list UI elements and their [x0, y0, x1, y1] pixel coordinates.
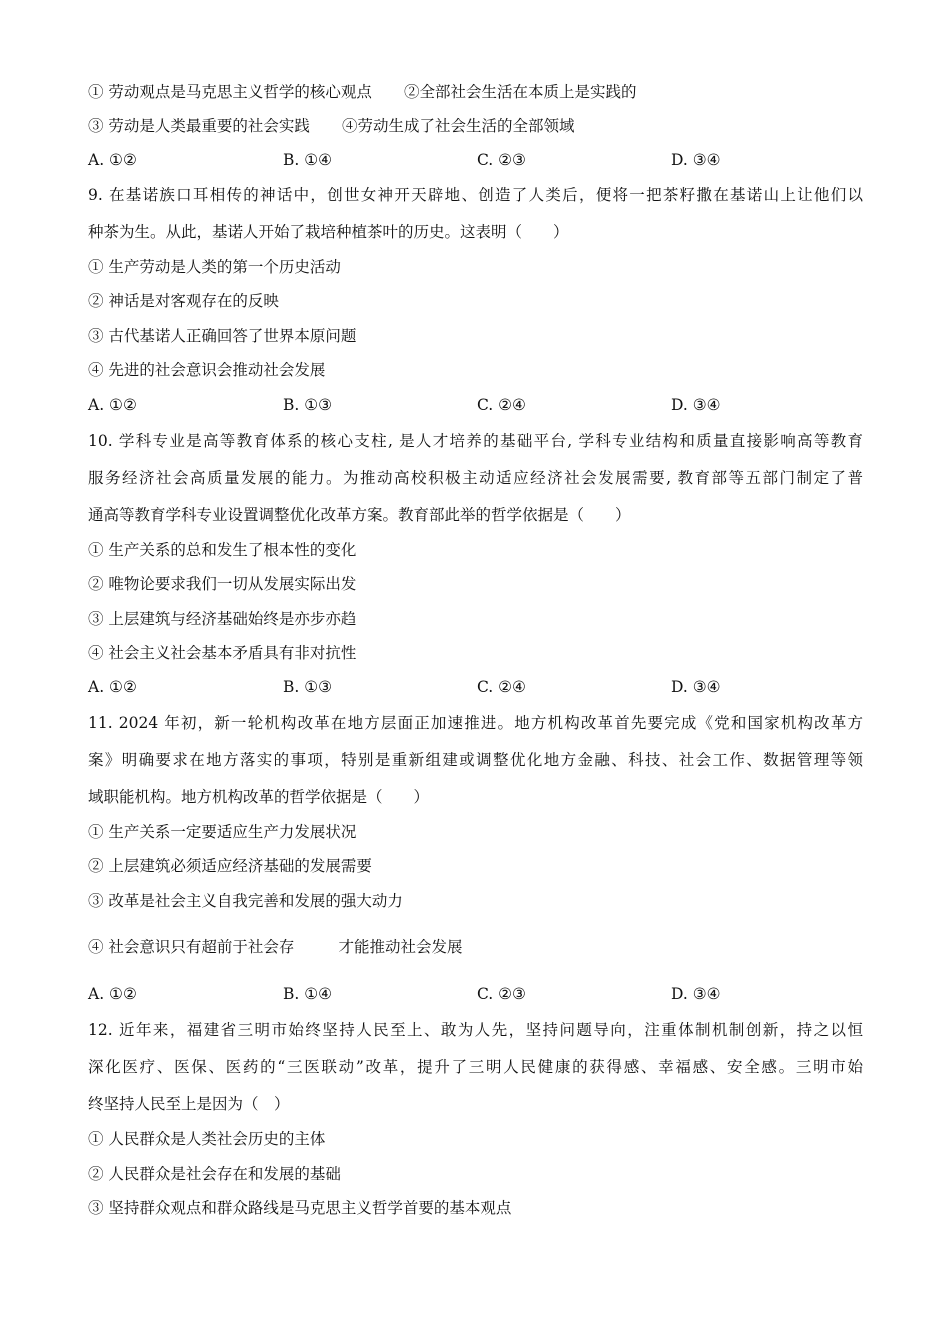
q11-statement-1: ① 生产关系一定要适应生产力发展状况: [88, 823, 357, 841]
q8-option-d[interactable]: D. ③④: [671, 151, 721, 169]
q10-statement-3: ③ 上层建筑与经济基础始终是亦步亦趋: [88, 610, 357, 628]
q10-option-d[interactable]: D. ③④: [671, 678, 721, 696]
q9-option-a[interactable]: A. ①②: [88, 396, 137, 414]
q9-statement-2: ② 神话是对客观存在的反映: [88, 292, 279, 310]
q11-option-a[interactable]: A. ①②: [88, 985, 137, 1003]
q8-statement-3: ③ 劳动是人类最重要的社会实践: [88, 117, 310, 135]
q11-stem-line-2: 案》明确要求在地方落实的事项，特别是重新组建或调整优化地方金融、科技、社会工作、数据管理等领: [88, 751, 863, 769]
q10-option-c[interactable]: C. ②④: [477, 678, 526, 696]
q8-statements-row-1: [88, 82, 863, 102]
q10-statement-4: ④ 社会主义社会基本矛盾具有非对抗性: [88, 644, 357, 662]
q8-option-b[interactable]: B. ①④: [283, 151, 333, 169]
q12-stem-line-3: 终坚持人民至上是因为（ ）: [88, 1095, 290, 1113]
q10-stem-line-3: 通高等教育学科专业设置调整优化改革方案。教育部此举的哲学依据是（ ）: [88, 506, 631, 524]
q9-statement-1: ① 生产劳动是人类的第一个历史活动: [88, 258, 341, 276]
q8-option-a[interactable]: A. ①②: [88, 151, 137, 169]
q11-stem-line-3: 域职能机构。地方机构改革的哲学依据是（ ）: [88, 788, 430, 806]
q8-statements-row-2: [88, 116, 863, 136]
q10-statement-2: ② 唯物论要求我们一切从发展实际出发: [88, 575, 357, 593]
q8-statement-4: ④劳动生成了社会生活的全部领域: [341, 117, 575, 135]
q11-statement-3: ③ 改革是社会主义自我完善和发展的强大动力: [88, 892, 403, 910]
q11-stem-line-1: 11. 2024 年初，新一轮机构改革在地方层面正加速推进。地方机构改革首先要完成《党和国家机构改革方: [88, 714, 863, 732]
q9-option-d[interactable]: D. ③④: [671, 396, 721, 414]
q11-statement-4: [88, 937, 863, 957]
q9-stem-line-1: 9. 在基诺族口耳相传的神话中，创世女神开天辟地、创造了人类后，便将一把茶籽撒在基诺山上让他们以: [88, 186, 863, 204]
q8-statement-2: ②全部社会生活在本质上是实践的: [403, 83, 637, 101]
q9-option-c[interactable]: C. ②④: [477, 396, 526, 414]
q11-option-b[interactable]: B. ①④: [283, 985, 333, 1003]
q12-stem-line-1: 12. 近年来，福建省三明市始终坚持人民至上、敢为人先，坚持问题导向，注重体制机制创新，持之以恒: [88, 1021, 863, 1039]
q9-stem-line-2: 种茶为生。从此，基诺人开始了栽培种植茶叶的历史。这表明（ ）: [88, 223, 569, 241]
q11-statement-4-part-1: ④ 社会意识只有超前于社会存: [88, 938, 295, 956]
q9-option-b[interactable]: B. ①③: [283, 396, 333, 414]
q8-option-c[interactable]: C. ②③: [477, 151, 526, 169]
q9-statement-3: ③ 古代基诺人正确回答了世界本原问题: [88, 327, 357, 345]
q11-option-c[interactable]: C. ②③: [477, 985, 526, 1003]
q11-statement-4-part-2: 才能推动社会发展: [338, 938, 463, 956]
q10-option-b[interactable]: B. ①③: [283, 678, 333, 696]
q12-stem-line-2: 深化医疗、医保、医药的“三医联动”改革，提升了三明人民健康的获得感、幸福感、安全感。三明市始: [88, 1058, 863, 1076]
q10-statement-1: ① 生产关系的总和发生了根本性的变化: [88, 541, 357, 559]
q12-statement-3: ③ 坚持群众观点和群众路线是马克思主义哲学首要的基本观点: [88, 1199, 512, 1217]
q10-option-a[interactable]: A. ①②: [88, 678, 137, 696]
q11-option-d[interactable]: D. ③④: [671, 985, 721, 1003]
q12-statement-2: ② 人民群众是社会存在和发展的基础: [88, 1165, 341, 1183]
q12-statement-1: ① 人民群众是人类社会历史的主体: [88, 1130, 326, 1148]
q9-statement-4: ④ 先进的社会意识会推动社会发展: [88, 361, 326, 379]
q10-stem-line-2: 服务经济社会高质量发展的能力。为推动高校积极主动适应经济社会发展需要, 教育部等五部门制定了普: [88, 469, 863, 487]
q11-statement-2: ② 上层建筑必须适应经济基础的发展需要: [88, 857, 372, 875]
q10-stem-line-1: 10. 学科专业是高等教育体系的核心支柱, 是人才培养的基础平台, 学科专业结构和质量直接影响高等教育: [88, 432, 863, 450]
q8-statement-1: ① 劳动观点是马克思主义哲学的核心观点: [88, 83, 372, 101]
